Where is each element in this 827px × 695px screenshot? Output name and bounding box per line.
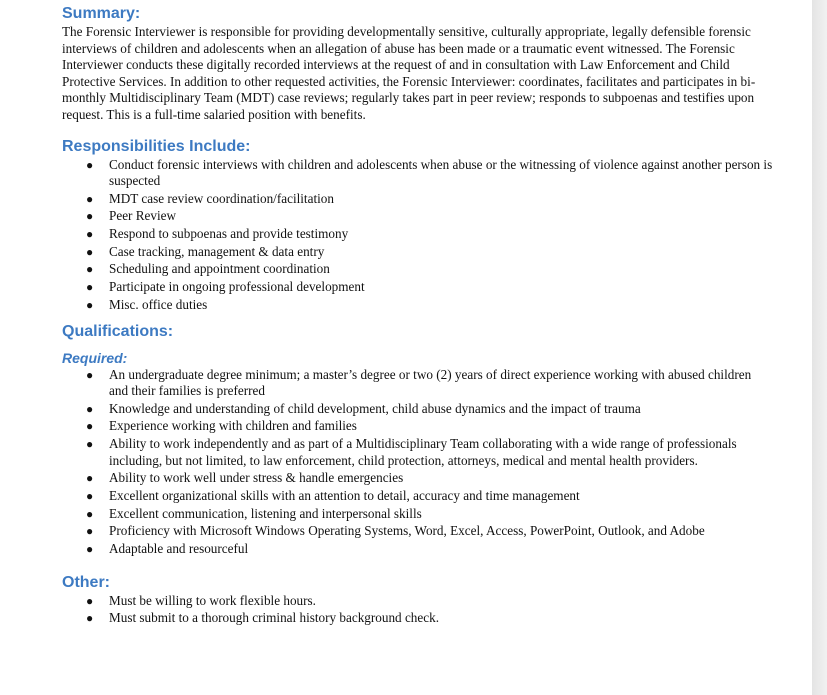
- bullet-icon: ●: [86, 262, 94, 277]
- bullet-icon: ●: [86, 209, 94, 224]
- bullet-icon: ●: [86, 367, 94, 382]
- list-item: [86, 190, 773, 207]
- list-item: [86, 418, 773, 434]
- bullet-icon: ●: [86, 471, 94, 486]
- list-item: [86, 610, 773, 626]
- list-item-text: Experience working with children and families: [109, 418, 357, 434]
- list-item-text: Knowledge and understanding of child development, child abuse dynamics and the impact of trauma: [109, 400, 641, 416]
- responsibilities-list: [62, 157, 773, 314]
- list-item: [86, 470, 773, 486]
- list-item: [86, 366, 773, 400]
- bullet-icon: ●: [86, 297, 94, 312]
- list-item: [86, 226, 773, 242]
- bullet-icon: ●: [86, 488, 94, 503]
- list-item: [86, 541, 773, 557]
- bullet-icon: ●: [86, 227, 94, 242]
- bullet-icon: ●: [86, 524, 94, 539]
- list-item: [86, 400, 773, 417]
- other-list: [62, 593, 773, 627]
- list-item-text: Peer Review: [109, 208, 177, 224]
- list-item: [86, 243, 773, 260]
- list-item-text: Must submit to a thorough criminal history background check.: [109, 610, 439, 626]
- list-item-text: An undergraduate degree minimum; a master’s degree or two (2) years of direct experience working with abused children and their families is preferred: [109, 366, 752, 398]
- list-item: [86, 505, 773, 522]
- list-item-text: Proficiency with Microsoft Windows Operating Systems, Word, Excel, Access, PowerPoint, Outlook, and Adobe: [109, 523, 705, 539]
- responsibilities-heading: Responsibilities Include:: [62, 137, 251, 155]
- list-item-text: Excellent organizational skills with an attention to detail, accuracy and time management: [109, 487, 580, 503]
- list-item-text: Must be willing to work flexible hours.: [109, 592, 316, 608]
- list-item-text: Conduct forensic interviews with children and adolescents when abuse or the witnessing of violence against another person is suspected: [109, 156, 773, 188]
- list-item: [86, 279, 773, 295]
- other-heading: Other:: [62, 573, 110, 591]
- bullet-icon: ●: [86, 157, 94, 172]
- summary-text: The Forensic Interviewer is responsible for providing developmentally sensitive, culturally appropriate, legally defensible forensic interviews of children and adolescents when an allegation of abuse has been made or a traumatic event witnessed. The Forensic Interviewer conducts these digitally recorded interviews at the request of and in consultation with Law Enforcement and Child Protective Services. In addition to other requested activities, the Forensic Interviewer: coordinates, facilitates and participates in bi-monthly Multidisciplinary Team (MDT) case reviews; regularly takes part in peer review; responds to subpoenas and testifies upon request. This is a full-time salaried position with benefits.: [62, 24, 756, 122]
- list-item-text: Ability to work well under stress & handle emergencies: [109, 470, 404, 486]
- bullet-icon: ●: [86, 419, 94, 434]
- required-label: Required:: [62, 349, 128, 366]
- bullet-icon: ●: [86, 437, 94, 452]
- bullet-icon: ●: [86, 401, 94, 416]
- list-item: [86, 523, 773, 539]
- list-item-text: MDT case review coordination/facilitation: [109, 190, 334, 206]
- list-item: [86, 592, 773, 609]
- bullet-icon: ●: [86, 542, 94, 557]
- list-item: [86, 296, 773, 313]
- list-item: [86, 487, 773, 504]
- bullet-icon: ●: [86, 593, 94, 608]
- list-item-text: Excellent communication, listening and interpersonal skills: [109, 505, 422, 521]
- bullet-icon: ●: [86, 244, 94, 259]
- bullet-icon: ●: [86, 506, 94, 521]
- list-item: [86, 208, 773, 224]
- list-item: [86, 261, 773, 277]
- bullet-icon: ●: [86, 611, 94, 626]
- list-item-text: Ability to work independently and as part of a Multidisciplinary Team collaborating with a wide range of professionals including, but not limited, to law enforcement, child protection, attorneys, medical and mental health providers.: [109, 436, 737, 468]
- bullet-icon: ●: [86, 280, 94, 295]
- list-item-text: Misc. office duties: [109, 296, 208, 312]
- list-item-text: Case tracking, management & data entry: [109, 243, 325, 259]
- list-item-text: Participate in ongoing professional development: [109, 279, 365, 295]
- qualifications-list: [62, 367, 773, 558]
- list-item-text: Adaptable and resourceful: [109, 541, 249, 557]
- list-item: [86, 156, 773, 190]
- list-item-text: Scheduling and appointment coordination: [109, 261, 330, 277]
- list-item: [86, 436, 773, 469]
- list-item-text: Respond to subpoenas and provide testimony: [109, 226, 349, 242]
- qualifications-heading: Qualifications:: [62, 322, 174, 340]
- bullet-icon: ●: [86, 191, 94, 206]
- page-edge: [812, 0, 827, 695]
- summary-heading: Summary:: [62, 5, 141, 22]
